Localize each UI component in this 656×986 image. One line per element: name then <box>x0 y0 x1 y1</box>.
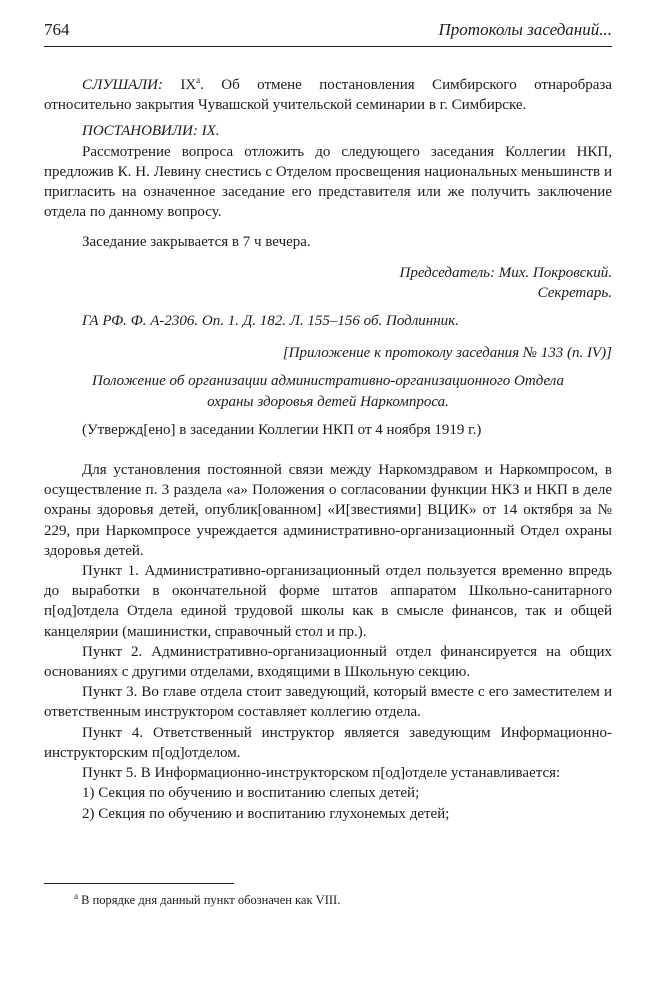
point-5: Пункт 5. В Информационно-инструкторском п[од]отделе устанавливается: <box>82 765 561 782</box>
running-title: Протоколы заседаний... <box>438 20 612 39</box>
running-header <box>44 20 612 40</box>
footnote-ref: а <box>196 75 201 85</box>
footnote-text: В порядке дня данный пункт обозначен как VIII. <box>81 893 341 908</box>
secretary-signature: Секретарь. <box>537 284 612 301</box>
header-rule <box>44 46 612 47</box>
page-number: 764 <box>44 20 70 39</box>
archive-reference: ГА РФ. Ф. А-2306. Оп. 1. Д. 182. Л. 155–156 об. Подлинник. <box>82 313 459 330</box>
heard-number: IX <box>180 77 197 93</box>
footnote <box>74 888 614 908</box>
approval-note: (Утвержд[ено] в заседании Коллегии НКП от 4 ноября 1919 г.) <box>82 421 482 438</box>
footnote-rule <box>44 883 234 884</box>
section-2: 2) Секция по обучению и воспитанию глухонемых детей; <box>82 805 450 822</box>
chair-signature: Председатель: Мих. Покровский. <box>399 264 612 281</box>
point-3: Пункт 3. Во главе отдела стоит заведующий, который вместе с его заместителем и ответственным инструктором составляет коллегию отдела. <box>44 684 612 721</box>
closing-line: Заседание закрывается в 7 ч вечера. <box>82 234 311 251</box>
page-body <box>44 60 612 824</box>
point-1: Пункт 1. Административно-организационный отдел пользуется временно впредь до выработки в окончательной форме штатов аппаратом Школьно-санитарного п[од]отдела Отдела единой трудовой школы как в смысле финансов, так и общей канцелярии (машинистки, справочный стол и пр.). <box>44 563 612 640</box>
heard-text: . Об отмене постановления Симбирского отнаробраза относительно закрытия Чувашской учительской семинарии в г. Симбирске. <box>44 77 613 114</box>
resolved-label: ПОСТАНОВИЛИ: IX. <box>82 123 220 140</box>
point-4: Пункт 4. Ответственный инструктор является заведующим Информационно-инструкторским п[од]отделом. <box>44 724 612 761</box>
section-1: 1) Секция по обучению и воспитанию слепых детей; <box>82 785 420 802</box>
appendix-title: Положение об организации административно-организационного Отдела охраны здоровья детей Наркомпроса. <box>91 373 564 410</box>
point-2: Пункт 2. Административно-организационный отдел финансируется на общих основаниях с другими отделами, входящими в Школьную секцию. <box>44 643 612 681</box>
heard-paragraph <box>44 70 612 115</box>
intro-paragraph: Для установления постоянной связи между Наркомздравом и Наркомпросом, в осуществление п. 3 раздела «а» Положения о согласовании функции НКЗ и НКП в деле охраны здоровья детей, опублик[ованном] «И[звестиями] ВЦИК» от 14 октября за № 229, при Наркомпросе учреждается административно-организационный Отдел охраны здоровья детей. <box>44 462 612 559</box>
footnote-mark: а <box>74 891 78 901</box>
heard-label: СЛУШАЛИ: <box>82 77 163 93</box>
appendix-label: [Приложение к протоколу заседания № 133 (п. IV)] <box>282 345 612 362</box>
resolved-text: Рассмотрение вопроса отложить до следующего заседания Коллегии НКП, предложив К. Н. Левину снестись с Отделом просвещения национальных меньшинств и пригласить на означенное заседание его представителя или же получить заключение отдела по данному вопросу. <box>44 143 612 221</box>
